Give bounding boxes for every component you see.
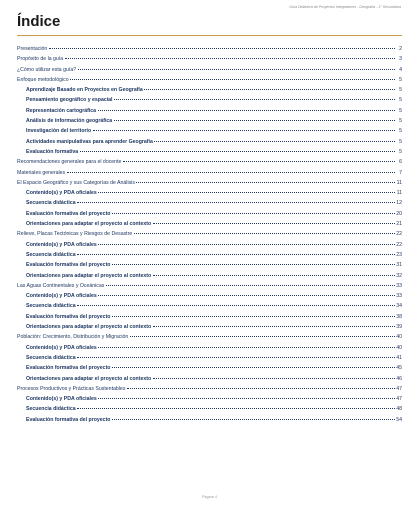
page-title: Índice xyxy=(17,13,61,30)
toc-dot-leader xyxy=(153,217,395,224)
toc-page-number: 3 xyxy=(399,56,402,63)
toc-entry-label: Evaluación formativa del proyecto xyxy=(26,313,111,320)
toc-entry-label: Investigación del territorio xyxy=(26,128,92,135)
toc-dot-leader xyxy=(112,310,395,317)
toc-page-number: 31 xyxy=(396,262,402,269)
toc-page-number: 4 xyxy=(399,66,402,73)
toc-page-number: 40 xyxy=(396,334,402,341)
toc-entry-label: Contenido(s) y PDA oficiales xyxy=(26,344,97,351)
toc-entry-label: El Espacio Geográfico y sus Categorías de Análisis xyxy=(17,179,135,186)
toc-dot-leader xyxy=(153,372,395,379)
toc-dot-leader xyxy=(114,114,395,121)
toc-entry-label: Aprendizaje Basado en Proyectos en Geografía xyxy=(26,87,143,94)
toc-dot-leader xyxy=(98,104,395,111)
toc-page-number: 23 xyxy=(396,251,402,258)
toc-dot-leader xyxy=(144,83,394,90)
toc-entry-label: Relieve, Placas Tectónicas y Riesgos de Desastre xyxy=(17,231,133,238)
toc-dot-leader xyxy=(153,269,395,276)
toc-page-number: 5 xyxy=(399,138,402,145)
toc-page-number: 47 xyxy=(396,396,402,403)
toc-page-number: 7 xyxy=(399,169,402,176)
toc-page-number: 33 xyxy=(396,282,402,289)
toc-page-number: 6 xyxy=(399,159,402,166)
toc-entry-label: Representación cartográfica xyxy=(26,107,97,114)
toc-entry-label: Análisis de información geográfica xyxy=(26,118,113,125)
toc-page-number: 5 xyxy=(399,76,402,83)
toc-entry-label: Secuencia didáctica xyxy=(26,354,76,361)
toc-page-number: 5 xyxy=(399,97,402,104)
toc-dot-leader xyxy=(134,227,395,234)
toc-subentry[interactable] xyxy=(17,414,402,424)
toc-entry-label: Orientaciones para adaptar el proyecto al contexto xyxy=(26,324,152,331)
toc-dot-leader xyxy=(77,248,394,255)
toc-dot-leader xyxy=(67,166,395,173)
toc-dot-leader xyxy=(123,155,395,162)
toc-entry-label: Secuencia didáctica xyxy=(26,200,76,207)
toc-entry-label: Recomendaciones generales para el docente xyxy=(17,159,122,166)
toc-page-number: 40 xyxy=(396,344,402,351)
toc-entry-label: ¿Cómo utilizar esta guía? xyxy=(17,66,77,73)
toc-dot-leader xyxy=(77,196,394,203)
toc-entry-label: Contenido(s) y PDA oficiales xyxy=(26,241,97,248)
toc-entry-label: Orientaciones para adaptar el proyecto al contexto xyxy=(26,375,152,382)
toc-page-number: 46 xyxy=(396,375,402,382)
toc-entry-label: Contenido(s) y PDA oficiales xyxy=(26,190,97,197)
toc-page-number: 39 xyxy=(396,324,402,331)
toc-dot-leader xyxy=(112,361,395,368)
toc-dot-leader xyxy=(77,351,394,358)
toc-page-number: 21 xyxy=(396,221,402,228)
toc-entry-label: Presentación xyxy=(17,46,48,52)
table-of-contents xyxy=(17,43,402,424)
toc-dot-leader xyxy=(65,52,395,59)
toc-dot-leader xyxy=(77,299,394,306)
toc-entry-label: Las Aguas Continentales y Oceánicas xyxy=(17,282,105,289)
toc-page-number: 45 xyxy=(396,365,402,372)
toc-dot-leader xyxy=(98,392,394,399)
toc-entry-label: Población: Crecimiento, Distribución y Migración xyxy=(17,334,129,341)
toc-dot-leader xyxy=(106,279,395,286)
toc-entry-label: Evaluación formativa del proyecto xyxy=(26,262,111,269)
toc-page-number: 48 xyxy=(396,406,402,413)
toc-dot-leader xyxy=(78,63,395,70)
toc-page-number: 32 xyxy=(396,272,402,279)
toc-dot-leader xyxy=(112,258,395,265)
toc-page-number: 33 xyxy=(396,293,402,300)
toc-dot-leader xyxy=(136,176,394,183)
toc-page-number: 38 xyxy=(396,313,402,320)
toc-entry-label: Evaluación formativa del proyecto xyxy=(26,365,111,372)
running-header: Guía Didáctica de Proyectos Integradores - Geografía - 1° Secundaria xyxy=(289,5,401,9)
toc-dot-leader xyxy=(77,402,394,409)
toc-dot-leader xyxy=(98,186,394,193)
toc-page-number: 11 xyxy=(396,179,402,186)
toc-dot-leader xyxy=(154,135,394,142)
toc-dot-leader xyxy=(93,124,395,131)
toc-dot-leader xyxy=(153,320,395,327)
toc-entry-label: Secuencia didáctica xyxy=(26,303,76,310)
toc-entry-label: Propósito de la guía xyxy=(17,56,64,63)
toc-page-number: 5 xyxy=(399,128,402,135)
toc-entry-label: Materiales generales xyxy=(17,169,66,176)
toc-page-number: 5 xyxy=(399,107,402,114)
toc-entry-label: Procesos Productivos y Prácticas Sustentables xyxy=(17,385,126,392)
toc-page-number: 20 xyxy=(396,210,402,217)
toc-dot-leader xyxy=(114,93,395,100)
title-divider xyxy=(17,35,402,36)
toc-entry-label: Evaluación formativa del proyecto xyxy=(26,210,111,217)
toc-entry-label: Enfoque metodológico xyxy=(17,76,69,83)
toc-page-number: 22 xyxy=(396,241,402,248)
toc-dot-leader xyxy=(80,145,395,152)
toc-page-number: 41 xyxy=(396,354,402,361)
toc-dot-leader xyxy=(98,341,394,348)
toc-entry-label: Secuencia didáctica xyxy=(26,251,76,258)
toc-page-number: 2 xyxy=(399,46,402,52)
toc-page-number: 22 xyxy=(396,231,402,238)
toc-page-number: 34 xyxy=(396,303,402,310)
toc-dot-leader xyxy=(112,207,395,214)
toc-entry-label: Evaluación formativa xyxy=(26,148,79,155)
page-footer: Página 4 xyxy=(202,495,217,499)
toc-dot-leader xyxy=(49,42,395,49)
toc-page-number: 12 xyxy=(396,200,402,207)
toc-page-number: 47 xyxy=(396,385,402,392)
toc-page-number: 5 xyxy=(399,148,402,155)
toc-page-number: 11 xyxy=(396,190,402,197)
toc-entry-label: Actividades manipulativas para aprender Geografía xyxy=(26,138,153,145)
toc-entry-label: Contenido(s) y PDA oficiales xyxy=(26,396,97,403)
toc-entry-label: Evaluación formativa del proyecto xyxy=(26,416,111,423)
toc-page-number: 54 xyxy=(396,416,402,423)
toc-dot-leader xyxy=(70,73,394,80)
toc-entry-label: Pensamiento geográfico y espacial xyxy=(26,97,113,104)
toc-page-number: 5 xyxy=(399,118,402,125)
toc-dot-leader xyxy=(98,238,394,245)
toc-entry-label: Secuencia didáctica xyxy=(26,406,76,413)
toc-entry-label: Orientaciones para adaptar el proyecto al contexto xyxy=(26,221,152,228)
toc-dot-leader xyxy=(127,382,395,389)
toc-page-number: 5 xyxy=(399,87,402,94)
toc-entry-label: Orientaciones para adaptar el proyecto al contexto xyxy=(26,272,152,279)
toc-dot-leader xyxy=(112,413,395,420)
toc-dot-leader xyxy=(130,330,395,337)
toc-dot-leader xyxy=(98,289,394,296)
toc-entry-label: Contenido(s) y PDA oficiales xyxy=(26,293,97,300)
